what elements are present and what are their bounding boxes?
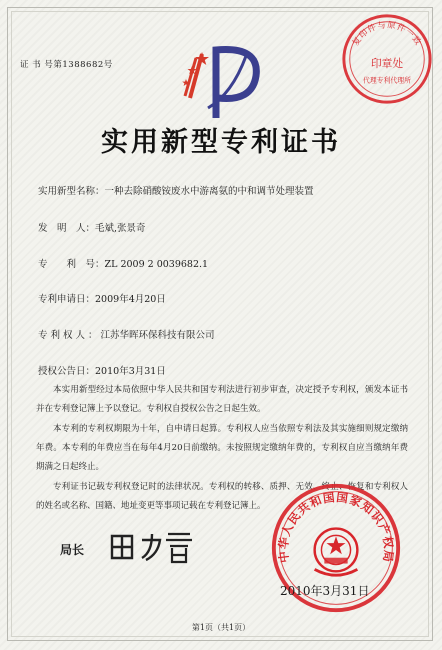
field-patent-number bbox=[38, 256, 208, 270]
grant-date-value: 2010年3月31日 bbox=[95, 366, 166, 377]
filing-date-value: 2009年4月20日 bbox=[95, 294, 166, 305]
patentee-label: 专利权人： bbox=[38, 330, 101, 341]
field-patentee bbox=[38, 327, 215, 341]
seal-top-arc-text: 复印件与原件一致 bbox=[350, 19, 424, 48]
patentee-value: 江苏华晖环保科技有限公司 bbox=[100, 330, 215, 341]
certificate-title: 实用新型专利证书 bbox=[101, 127, 341, 158]
seal-date: 2010年3月31日 bbox=[280, 584, 370, 598]
seal-top-org-text: 代理专利代理所 bbox=[362, 76, 412, 85]
inventor-value: 毛斌,张景奇 bbox=[95, 223, 146, 234]
patent-number-value: ZL 2009 2 0039682.1 bbox=[104, 259, 209, 270]
paragraph-legal-status: 专利证书记载专利权登记时的法律状况。专利权的转移、质押、无效、终止、恢复和专利权人的姓名或名称、国籍、地址变更等事项记载在专利登记簿上。 bbox=[36, 482, 408, 511]
seal-big-arc-text: 中华人民共和国国家知识产权局 bbox=[276, 490, 396, 564]
field-utility-name bbox=[38, 183, 314, 197]
agency-seal-icon bbox=[338, 10, 436, 108]
certificate-number: 证 书 号第1388682号 bbox=[20, 60, 113, 70]
page-footer: 第1页（共1页） bbox=[191, 623, 251, 632]
director-label: 局长 bbox=[60, 543, 85, 557]
sipo-logo-icon bbox=[172, 36, 272, 126]
field-filing-date bbox=[38, 291, 166, 305]
seal-top-center-text: 印章处 bbox=[370, 56, 404, 70]
filing-date-label: 专利申请日： bbox=[38, 294, 96, 305]
paragraph-term-and-fees: 本专利的专利权期限为十年，自申请日起算。专利权人应当依照专利法及其实施细则规定缴纳年费。本专利的年费应当在每年4月20日前缴纳。未按照规定缴纳年费的，专利权自应当缴纳年费期满之日起终止。 bbox=[36, 424, 408, 472]
field-inventor bbox=[38, 220, 146, 234]
inventor-label: 发 明 人： bbox=[38, 223, 96, 234]
patent-number-label: 专 利 号： bbox=[38, 259, 105, 270]
utility-name-value: 一种去除硝酸铵废水中游离氨的中和调节处理装置 bbox=[104, 186, 314, 197]
director-signature-icon bbox=[106, 524, 196, 566]
utility-name-label: 实用新型名称： bbox=[38, 186, 105, 197]
grant-date-label: 授权公告日： bbox=[38, 366, 96, 377]
paragraph-grant-decision: 本实用新型经过本局依照中华人民共和国专利法进行初步审查，决定授予专利权，颁发本证书并在专利登记簿上予以登记。专利权自授权公告之日起生效。 bbox=[36, 385, 408, 414]
field-grant-date bbox=[38, 363, 166, 377]
